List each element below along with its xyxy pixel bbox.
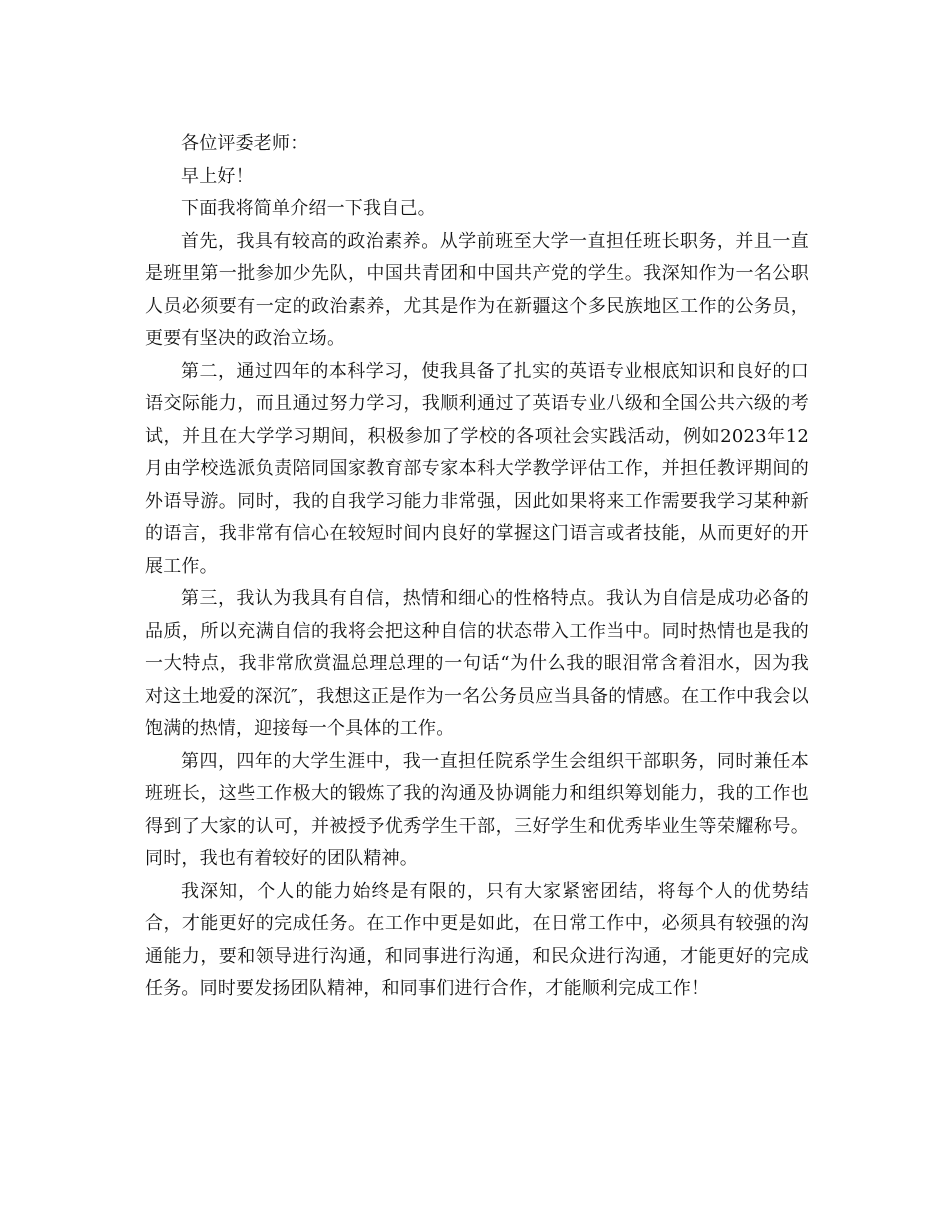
paragraph-personality: 第三，我认为我具有自信，热情和细心的性格特点。我认为自信是成功必备的品质，所以充满自信的我将会把这种自信的状态带入工作当中。同时热情也是我的一大特点，我非常欣赏温总理总理的一句话“为什么我的眼泪常含着泪水，因为我对这土地爱的深沉″，我想这正是作为一名公务员应当具备的情感。在工作中我会以饱满的热情，迎接每一个具体的工作。 [145, 588, 809, 739]
paragraph-leadership: 第四，四年的大学生涯中，我一直担任院系学生会组织干部职务，同时兼任本班班长，这些工作极大的锻炼了我的沟通及协调能力和组织筹划能力，我的工作也得到了大家的认可，并被授予优秀学生干部，三好学生和优秀毕业生等荣耀称号。同时，我也有着较好的团队精神。 [145, 750, 809, 869]
paragraph-political: 首先，我具有较高的政治素养。从学前班至大学一直担任班长职务，并且一直是班里第一批参加少先队，中国共青团和中国共产党的学生。我深知作为一名公职人员必须要有一定的政治素养，尤其是作为在新疆这个多民族地区工作的公务员，更要有坚决的政治立场。 [145, 230, 809, 349]
salutation: 各位评委老师： [181, 133, 309, 154]
greeting: 早上好！ [181, 165, 254, 187]
intro-line: 下面我将简单介绍一下我自己。 [181, 198, 436, 219]
paragraph-education: 第二，通过四年的本科学习，使我具备了扎实的英语专业根底知识和良好的口语交际能力，而且通过努力学习，我顺利通过了英语专业八级和全国公共六级的考试，并且在大学学习期间，积极参加了学校的各项社会实践活动，例如2023年12月由学校选派负责陪同国家教育部专家本科大学教学评估工作，并担任教评期间的外语导游。同时，我的自我学习能力非常强，因此如果将来工作需要我学习某种新的语言，我非常有信心在较短时间内良好的掌握这门语言或者技能，从而更好的开展工作。 [145, 360, 809, 577]
paragraph-teamwork: 我深知，个人的能力始终是有限的，只有大家紧密团结，将每个人的优势结合，才能更好的完成任务。在工作中更是如此，在日常工作中，必须具有较强的沟通能力，要和领导进行沟通，和同事进行沟通，和民众进行沟通，才能更好的完成任务。同时要发扬团队精神，和同事们进行合作，才能顺利完成工作！ [145, 880, 809, 999]
document-body [145, 128, 809, 1006]
